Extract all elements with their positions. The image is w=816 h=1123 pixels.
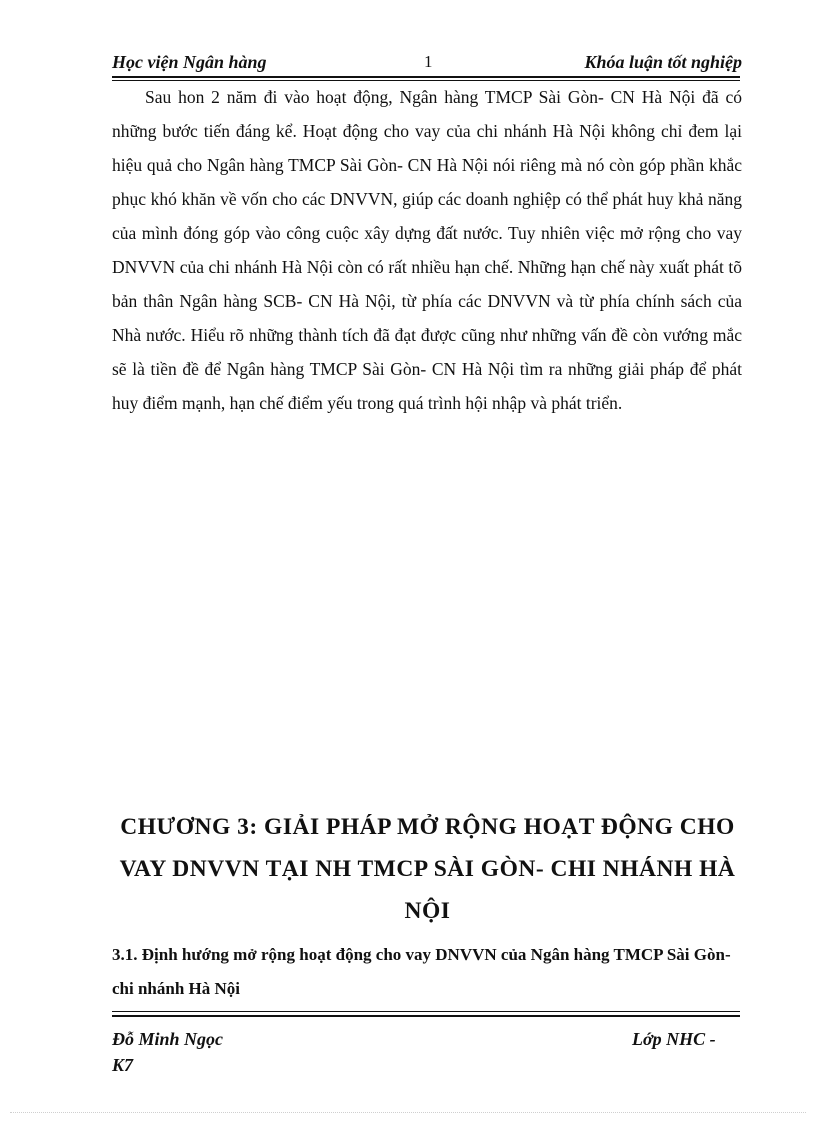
footer-rule-thick: [112, 1015, 740, 1017]
footer-author-block: [112, 1026, 223, 1078]
footer-rule-thin: [112, 1011, 740, 1012]
page-header: [112, 50, 742, 78]
footer-cohort: K7: [112, 1055, 134, 1075]
footer-author: Đỗ Minh Ngọc: [112, 1029, 224, 1049]
body-paragraph: Sau hon 2 năm đi vào hoạt động, Ngân hàng TMCP Sài Gòn- CN Hà Nội đã có những bước tiến đáng kể. Hoạt động cho vay của chi nhánh Hà Nội không chỉ đem lại hiệu quả cho Ngân hàng TMCP Sài Gòn- CN Hà Nội nói riêng mà nó còn góp phần khắc phục khó khăn về vốn cho các DNVVN, giúp các doanh nghiệp có thể phát huy khả năng của mình đóng góp vào công cuộc xây dựng đất nước. Tuy nhiên việc mở rộng cho vay DNVVN của chi nhánh Hà Nội còn có rất nhiều hạn chế. Những hạn chế này xuất phát tõ bản thân Ngân hàng SCB- CN Hà Nội, từ phía các DNVVN và từ phía chính sách của Nhà nước. Hiểu rõ những thành tích đã đạt được cũng như những vấn đề còn vướng mắc sẽ là tiền đề để Ngân hàng TMCP Sài Gòn- CN Hà Nội tìm ra những giải pháp để phát huy điểm mạnh, hạn chế điểm yếu trong quá trình hội nhập và phát triển.: [112, 87, 742, 413]
header-institution: Học viện Ngân hàng: [112, 52, 267, 72]
section-heading: 3.1. Định hướng mở rộng hoạt động cho vay DNVVN của Ngân hàng TMCP Sài Gòn- chi nhánh Hà Nội: [112, 945, 731, 998]
chapter-title: CHƯƠNG 3: GIẢI PHÁP MỞ RỘNG HOẠT ĐỘNG CHO VAY DNVVN TẠI NH TMCP SÀI GÒN- CHI NHÁNH HÀ NỘI: [119, 814, 736, 924]
header-document-type: Khóa luận tốt nghiệp: [584, 52, 742, 72]
page-number: 1: [424, 52, 433, 71]
footer-class: Lớp NHC -: [632, 1029, 716, 1049]
page-edge-divider: [10, 1112, 806, 1113]
header-rule-thick: [112, 76, 740, 78]
